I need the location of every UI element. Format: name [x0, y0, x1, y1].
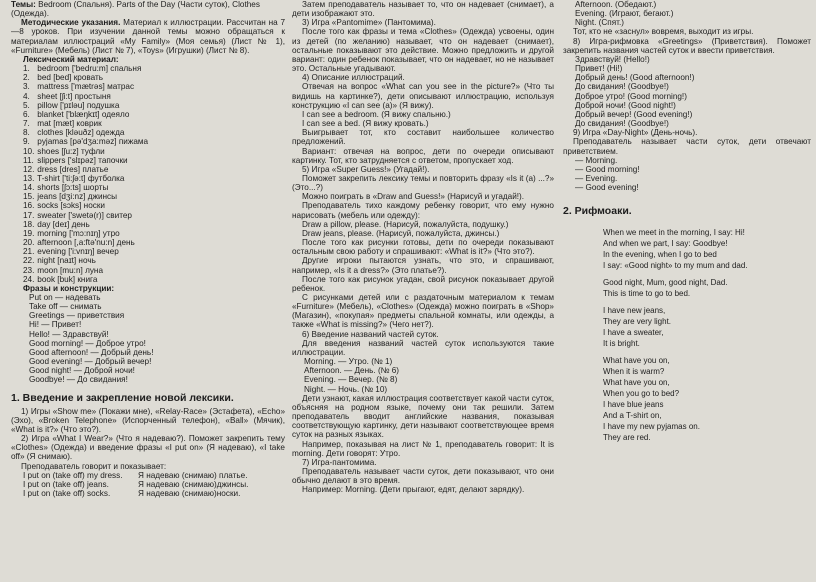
vocab-number: 21. [23, 247, 35, 257]
vocab-number: 10. [23, 146, 35, 156]
example-line: Draw a pillow, please. (Нарисуй, пожалуйста, подушку.) [302, 219, 509, 229]
poem-line: I have my new pyjamas on. [603, 422, 700, 432]
example-en: I put on (take off) jeans. [23, 479, 109, 489]
vocab-text: pyjamas [pə'dʒa:məz] пижама [37, 137, 149, 147]
parts-of-day-list [292, 357, 554, 394]
pantomime-line: Night. (Спят.) [575, 18, 625, 28]
example-row [11, 489, 285, 498]
vocab-text: night [naɪt] ночь [37, 256, 96, 266]
vocab-number: 4. [23, 91, 30, 101]
method-paragraph [11, 18, 285, 55]
example-ru: Я надеваю (снимаю)носки. [138, 488, 241, 498]
phrase-item: Put on — надевать [29, 293, 101, 302]
poem-line: And a T-shirt on, [603, 411, 662, 421]
example-line: I can see a bedroom. (Я вижу спальню.) [302, 109, 451, 119]
vocab-item [11, 275, 285, 284]
topics-text: Bedroom (Спальня). Parts of the Day (Части суток), Clothes (Одежда). [11, 0, 260, 19]
vocab-number: 2. [23, 73, 30, 83]
phrase-item: Hi! — Привет! [29, 320, 82, 330]
vocab-item [11, 73, 285, 82]
example-line: I can see a bed. (Я вижу кровать.) [302, 119, 429, 129]
poem-line: What have you on, [603, 356, 670, 366]
vocab-number: 1. [23, 64, 30, 74]
vocab-number: 24. [23, 274, 35, 284]
body-paragraph: Вариант: отвечая на вопрос, дети по очереди описывают картинку. Тот, кто затрудняется с ответом, пропускает ход. [292, 146, 554, 165]
body-paragraph: 5) Игра «Super Guess!» (Угадай!). [302, 164, 430, 174]
body-paragraph: Преподаватель называет части суток, дети показывают, что они обычно делают в это время. [292, 466, 554, 486]
phrase-item: Hello! — Здравствуй! [29, 329, 109, 339]
vocab-text: jeans [dʒi:nz] джинсы [37, 192, 118, 202]
vocab-number: 12. [23, 164, 35, 174]
example-en: I put on (take off) my dress. [23, 470, 123, 480]
body-paragraph: Для введения названий частей суток используются такие иллюстрации. [292, 338, 554, 357]
body-paragraph: Отвечая на вопрос «What can you see in the picture?» (Что ты видишь на картинке?), дети описывают иллюстрацию, используя конструкцию «I can see (a)» (Я вижу). [292, 82, 554, 110]
body-paragraph: 4) Описание иллюстраций. [302, 73, 405, 83]
vocab-number: 16. [23, 201, 35, 211]
vocab-number: 23. [23, 265, 35, 275]
vocab-item [11, 101, 285, 110]
body-paragraph: Выигрывает тот, кто составит наибольшее количество предложений. [292, 128, 554, 147]
section-2-title: 2. Рифмоаки. [563, 205, 632, 218]
part-of-day-item: Night. — Ночь. (№ 10) [304, 384, 388, 394]
vocab-item [11, 211, 285, 220]
vocab-text: mattress ['mætrəs] матрас [37, 82, 135, 92]
vocab-text: dress [dres] платье [37, 164, 109, 174]
vocab-text: day [deɪ] день [37, 219, 90, 229]
vocab-text: T-shirt ['ti:ʃə:t] футболка [37, 173, 125, 183]
body-paragraph: Можно поиграть в «Draw and Guess!» (Нарисуй и угадай!). [302, 192, 525, 202]
vocab-number: 11. [23, 155, 34, 165]
part-of-day-item: Evening. — Вечер. (№ 8) [304, 375, 398, 385]
poem-line: I have new jeans, [603, 306, 666, 316]
example-sentences [11, 471, 285, 498]
poem-line: They are red. [603, 433, 651, 443]
vocab-number: 15. [23, 192, 35, 202]
phrase-item: Goodbye! — До свидания! [29, 375, 128, 385]
example-line: Draw jeans, please. (Нарисуй, пожалуйста, джинсы.) [302, 228, 500, 238]
vocab-item [11, 156, 285, 165]
vocab-number: 13. [23, 173, 35, 183]
example-ru: Я надеваю (снимаю)джинсы. [138, 479, 249, 489]
vocab-text: blanket ['blæŋkɪt] одеяло [37, 109, 130, 119]
poem-line: And when we part, I say: Goodbye! [603, 239, 728, 249]
section-1-title: 1. Введение и закрепление новой лексики. [11, 391, 234, 404]
vocab-item [11, 165, 285, 174]
vocab-item [11, 92, 285, 101]
phrase-item: Greetings — приветствия [29, 311, 125, 321]
topics-paragraph [11, 0, 285, 18]
poem-line: In the evening, when I go to bed [603, 250, 717, 260]
vocab-text: mat [mæt] коврик [37, 119, 102, 129]
section-1-paragraph: Преподаватель говорит и показывает: [21, 461, 167, 471]
vocab-text: sweater ['swetə(r)] свитер [37, 210, 132, 220]
vocab-number: 8. [23, 128, 30, 138]
vocab-item [11, 266, 285, 275]
poem-line: Good night, Mum, good night, Dad. [603, 278, 728, 288]
body-paragraph: 7) Игра-пантомима. [302, 457, 377, 467]
vocab-number: 9. [23, 137, 30, 147]
phrase-item: Take off — снимать [29, 302, 102, 312]
body-paragraph: Дети узнают, какая иллюстрация соответствует какой части суток, объясняя на родном языке, почему они так решили. Затем преподаватель вводит английские названия, показывая соответствующую картинку, дети называют соответствующее время суток на разных языках. [292, 393, 554, 440]
vocab-number: 6. [23, 109, 30, 119]
body-paragraph: Другие игроки пытаются узнать, что это, и спрашивают, например, «Is it a dress?» (Это платье?). [292, 256, 554, 275]
dialog-line: Здравствуй! (Hello!) [575, 54, 650, 64]
vocab-item [11, 229, 285, 238]
part-of-day-item: Afternoon. — День. (№ 6) [304, 366, 400, 376]
dialog-line: Добрый вечер! (Good evening!) [575, 109, 693, 119]
section-1-paragraph: 2) Игра «What I Wear?» (Что я надеваю?). Поможет закрепить тему «Clothes» (Одежда) и введение фразы «I put on» (Я надеваю), «I take off» (Я снимаю). [11, 434, 285, 462]
vocab-item [11, 174, 285, 183]
answer-line: — Good evening! [575, 183, 639, 193]
phrase-item: Good afternoon! — Добрый день! [29, 347, 154, 357]
vocab-item [11, 110, 285, 119]
vocab-text: slippers ['slɪpəz] тапочки [37, 155, 128, 165]
vocab-number: 17. [23, 210, 35, 220]
poem-line: This is time to go to bed. [603, 289, 691, 299]
body-paragraph: 8) Игра-рифмовка «Greetings» (Приветствия). Поможет закрепить названия частей суток и ввести приветствия. [563, 36, 811, 55]
vocab-item [11, 256, 285, 265]
dialog-line: Доброй ночи! (Good night!) [575, 100, 676, 110]
body-paragraph: 6) Введение названий частей суток. [302, 329, 439, 339]
pantomime-line: Afternoon. (Обедают.) [575, 0, 657, 9]
body-paragraph: Преподаватель называет части суток, дети отвечают приветствием. [563, 137, 811, 156]
vocab-text: socks [sɔks] носки [37, 201, 106, 211]
greetings-dialog [563, 55, 811, 128]
vocab-text: moon [mu:n] луна [37, 265, 104, 275]
vocab-number: 22. [23, 256, 35, 266]
poem-line: I have a sweater, [603, 328, 664, 338]
poem-line: What have you on, [603, 378, 670, 388]
dialog-line: Привет! (Hi!) [575, 64, 623, 74]
part-of-day-item: Morning. — Утро. (№ 1) [304, 357, 393, 367]
vocab-text: evening ['i:vnɪŋ] вечер [37, 247, 119, 257]
column-right [563, 0, 811, 582]
vocab-text: sheet [ʃi:t] простыня [37, 91, 111, 101]
phrase-item: Good morning! — Доброе утро! [29, 338, 146, 348]
phrases-heading: Фразы и конструкции: [23, 283, 115, 293]
body-paragraph: После того как рисунки готовы, дети по очереди показывают остальным свою работу и спрашивают: «What is it?» (Что это?). [292, 238, 554, 257]
column-middle [292, 0, 554, 582]
body-paragraph: 3) Игра «Pantomime» (Пантомима). [302, 18, 436, 28]
poem-line: When it is warm? [603, 367, 665, 377]
body-paragraph: Например: Morning. (Дети прыгают, едят, делают зарядку). [302, 485, 525, 495]
vocab-item [11, 201, 285, 210]
vocab-item [11, 119, 285, 128]
example-row [11, 480, 285, 489]
vocab-item [11, 192, 285, 201]
poem-line: They are very light. [603, 317, 672, 327]
dialog-line: Добрый день! (Good afternoon!) [575, 73, 695, 83]
vocab-text: afternoon [,a:ftə'nu:n] день [37, 238, 135, 248]
body-paragraph: Например, показывая на лист № 1, преподаватель говорит: It is morning. Дети говорят: Утро. [292, 439, 554, 458]
answer-line: — Good morning! [575, 164, 640, 174]
poem-line: When you go to bed? [603, 389, 680, 399]
vocab-item [11, 220, 285, 229]
poem-line: It is bright. [603, 339, 640, 349]
vocab-text: shorts [ʃɔ:ts] шорты [37, 183, 109, 193]
method-label: Методические указания. [21, 18, 121, 28]
vocab-number: 14. [23, 183, 35, 193]
vocab-text: bedroom ['bedru:m] спальня [37, 64, 142, 74]
dialog-line: До свидания! (Goodbye!) [575, 82, 669, 92]
topics-label: Темы: [11, 0, 36, 9]
vocab-number: 19. [23, 228, 35, 238]
vocab-text: shoes [ʃu:z] туфли [37, 146, 105, 156]
body-paragraph: С рисунками детей или с раздаточным материалом к темам «Furniture» (Мебель), «Clothes» (Одежда) можно поиграть в «Shop» (Магазин), «покупая» предметы спальной комнаты, или одежды, а также «What is missing?» (Чего нет?). [292, 293, 554, 330]
vocab-item [11, 128, 285, 137]
answer-line: — Evening. [575, 173, 618, 183]
answer-line: — Morning. [575, 155, 618, 165]
poem-line: I have blue jeans [603, 400, 664, 410]
vocab-list [11, 64, 285, 284]
body-paragraph: Преподаватель тихо каждому ребенку говорит, что ему нужно нарисовать (мебель или одежду): [292, 201, 554, 220]
body-paragraph: После того как фразы и тема «Clothes» (Одежда) усвоены, один из детей (по желанию) называет, что он надевает (снимает), остальные показывают это действие. Можно предложить и другой вариант: один ребенок показывает, что он надевает, но не называет это. Остальные угадывают. [292, 27, 554, 74]
dialog-line: До свидания! (Goodbye!) [575, 119, 669, 129]
vocab-number: 7. [23, 119, 30, 129]
example-ru: Я надеваю (снимаю) платье. [138, 470, 248, 480]
vocab-item [11, 238, 285, 247]
vocab-item [11, 137, 285, 146]
vocab-number: 20. [23, 238, 35, 248]
vocab-text: bed [bed] кровать [37, 73, 104, 83]
day-night-answers [563, 156, 811, 193]
vocab-text: morning ['mɔ:nɪŋ] утро [37, 228, 120, 238]
vocab-text: pillow ['pɪləu] подушка [37, 100, 120, 110]
method-text: Материал к иллюстрации. Рассчитан на 7—8 уроков. При изучении данной темы можно обращаться к материалам иллюстраций «My Family» (Моя семья) (Лист № 1), «Furniture» (Мебель) (Лист № 7), «Toys» (Игрушки) (Лист № 8). [11, 18, 285, 55]
example-row [11, 471, 285, 480]
body-paragraph: После того как рисунок угадан, свой рисунок показывает другой ребенок. [292, 274, 554, 293]
vocab-number: 18. [23, 219, 35, 229]
vocab-text: book [buk] книга [37, 274, 98, 284]
phrases-list [11, 293, 285, 385]
phrase-item: Good evening! — Добрый вечер! [29, 357, 152, 367]
pantomime-line: Evening. (Играют, бегают.) [575, 9, 674, 19]
phrase-item: Good night! — Доброй ночи! [29, 366, 135, 376]
example-en: I put on (take off) socks. [23, 488, 111, 498]
vocab-item [11, 82, 285, 91]
poem-line: When we meet in the morning, I say: Hi! [603, 228, 745, 238]
body-paragraph: Поможет закрепить лексику темы и повторить фразу «Is it (a) ...?» (Это...?) [292, 173, 554, 193]
body-paragraph: Тот, кто не «заснул» вовремя, выходит из игры. [573, 27, 754, 37]
section-1-paragraph: 1) Игры «Show me» (Покажи мне), «Relay-Race» (Эстафета), «Echo» (Эхо), «Broken Telephone» (Испорченный телефон), «Ball» (Мячик), «What is it?» (Что это?). [11, 406, 285, 434]
vocab-item [11, 64, 285, 73]
body-paragraph: Затем преподаватель называет то, что он надевает (снимает), а дети изображают это. [292, 0, 554, 19]
vocab-text: clothes [kləuðz] одежда [37, 128, 125, 138]
column-left [11, 0, 285, 582]
vocab-number: 5. [23, 100, 30, 110]
poem-block [563, 227, 811, 443]
vocab-item [11, 147, 285, 156]
vocab-item [11, 247, 285, 256]
vocab-number: 3. [23, 82, 30, 92]
dialog-line: Доброе утро! (Good morning!) [575, 91, 687, 101]
lexical-heading: Лексический материал: [23, 54, 119, 64]
body-paragraph: 9) Игра «Day-Night» (День-ночь). [573, 128, 698, 138]
poem-line: I say: «Good night» to my mum and dad. [603, 261, 748, 271]
vocab-item [11, 183, 285, 192]
